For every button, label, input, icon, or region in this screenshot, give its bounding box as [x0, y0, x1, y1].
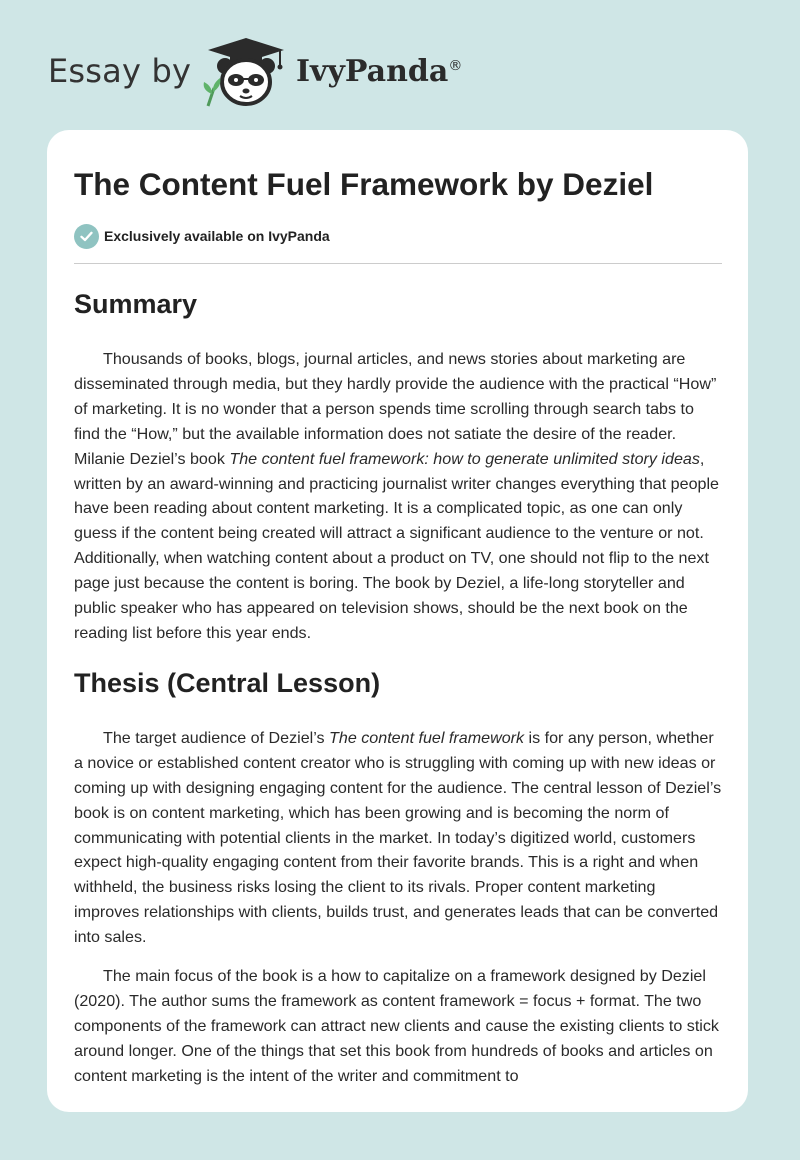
thesis-paragraph-1: [74, 726, 722, 950]
book-title-italic: The content fuel framework: how to generate unlimited story ideas: [229, 449, 700, 468]
essay-title: The Content Fuel Framework by Deziel: [74, 166, 654, 202]
paragraph-text: , written by an award-winning and practicing journalist writer changes everything that people have been reading about content marketing. It is a complicated topic, as one can only guess if the content being created will attract a significant audience to the venture or not. Additionally, when watching content about a product on TV, one should not flip to the next page just because the content is boring. The book by Deziel, a life-long storyteller and public speaker who has appeared on television shows, should be the next book on the reading list before this year ends.: [74, 449, 719, 642]
book-title-italic: The content fuel framework: [329, 728, 525, 747]
summary-paragraph: [74, 347, 722, 646]
site-header: [48, 34, 748, 114]
registered-mark: ®: [448, 58, 463, 74]
paragraph-text: is for any person, whether a novice or established content creator who is struggling with coming up with new ideas or coming up with designing engaging content for the audience. The central lesson of Deziel’s book is on content marketing, which has been growing and is becoming the norm of communicating with potential clients in the market. In today’s digitized world, customers expect high-quality engaging content from their favorite brands. This is a right and when withheld, the business risks losing the client to its rivals. Proper content marketing improves relationships with clients, builds trust, and generates leads that can be converted into sales.: [74, 728, 722, 947]
brand-name: [296, 54, 462, 89]
availability-badge: [74, 223, 722, 249]
check-circle-icon: [74, 224, 99, 249]
paragraph-text: The target audience of Deziel’s: [103, 728, 330, 747]
essay-by-label: Essay by: [48, 52, 192, 90]
section-heading-summary: Summary: [74, 289, 198, 319]
brand-text: IvyPanda: [296, 54, 449, 89]
title-divider: [74, 263, 722, 264]
panda-logo-icon: [200, 36, 292, 110]
section-heading-thesis: Thesis (Central Lesson): [74, 667, 381, 698]
thesis-paragraph-2: [74, 964, 722, 1089]
availability-text: Exclusively available on IvyPanda: [104, 228, 330, 244]
paragraph-text: Thousands of books, blogs, journal articles, and news stories about marketing are disseminated through media, but they hardly provide the audience with the practical “How” of marketing. It is no wonder that a person spends time scrolling through search tabs to find the “How,” but the available information does not satiate the desire of the reader. Milanie Deziel’s book: [74, 350, 717, 468]
essay-card: [47, 130, 748, 1112]
paragraph-text: The main focus of the book is a how to capitalize on a framework designed by Deziel (2020). The author sums the framework as content framework = focus + format. The two components of the framework can attract new clients and cause the existing clients to stick around longer. One of the things that set this book from hundreds of books and articles on content marketing is the intent of the writer and commitment to: [74, 967, 719, 1085]
